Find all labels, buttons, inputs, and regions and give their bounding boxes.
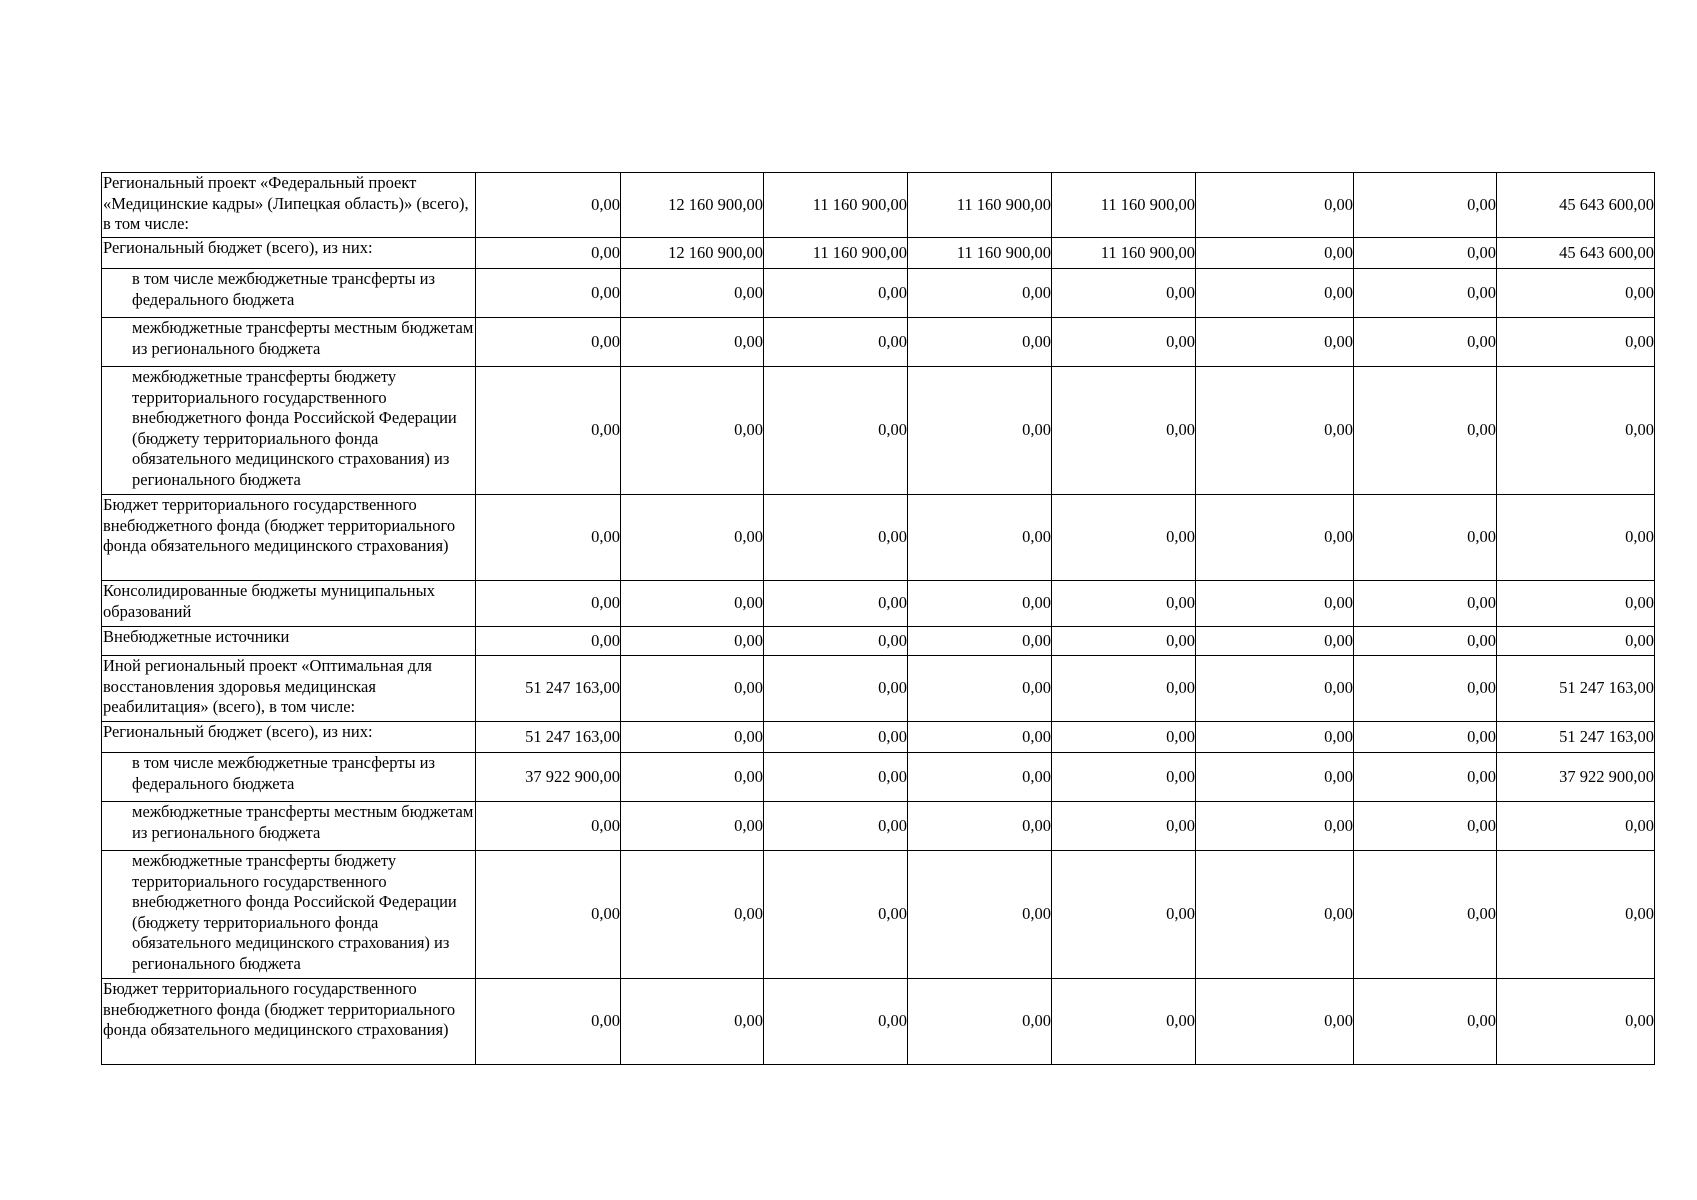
- row-label: Региональный бюджет (всего), из них:: [102, 722, 476, 753]
- value-cell: 0,00: [1052, 722, 1196, 753]
- value-cell: 0,00: [1052, 269, 1196, 318]
- value-cell: 0,00: [476, 495, 621, 581]
- value-cell: 0,00: [908, 979, 1052, 1065]
- value-cell: 0,00: [1052, 753, 1196, 802]
- value-cell: 0,00: [1354, 722, 1497, 753]
- value-cell: 0,00: [1196, 367, 1354, 495]
- row-label: Региональный бюджет (всего), из них:: [102, 238, 476, 269]
- value-cell: 0,00: [908, 753, 1052, 802]
- value-cell: 0,00: [1052, 656, 1196, 722]
- row-label: Внебюджетные источники: [102, 627, 476, 656]
- value-cell: 0,00: [908, 495, 1052, 581]
- value-cell: 0,00: [1497, 581, 1655, 627]
- row-label: межбюджетные трансферты местным бюджетам из регионального бюджета: [102, 318, 476, 367]
- value-cell: 0,00: [1497, 318, 1655, 367]
- value-cell: 0,00: [1354, 495, 1497, 581]
- value-cell: 0,00: [908, 851, 1052, 979]
- value-cell: 0,00: [1497, 851, 1655, 979]
- value-cell: 0,00: [764, 318, 908, 367]
- value-cell: 37 922 900,00: [476, 753, 621, 802]
- value-cell: 45 643 600,00: [1497, 238, 1655, 269]
- table-row: [102, 656, 1655, 722]
- value-cell: 0,00: [1196, 627, 1354, 656]
- value-cell: 0,00: [1497, 627, 1655, 656]
- value-cell: 11 160 900,00: [764, 238, 908, 269]
- value-cell: 0,00: [621, 581, 764, 627]
- value-cell: 11 160 900,00: [764, 173, 908, 238]
- value-cell: 0,00: [1196, 581, 1354, 627]
- value-cell: 0,00: [1196, 802, 1354, 851]
- value-cell: 0,00: [1196, 722, 1354, 753]
- value-cell: 0,00: [908, 269, 1052, 318]
- row-label: межбюджетные трансферты бюджету территориального государственного внебюджетного фонда Российской Федерации (бюджету территориального фонда обязательного медицинского страхования) из регионального бюджета: [102, 367, 476, 495]
- value-cell: 0,00: [1196, 851, 1354, 979]
- value-cell: 0,00: [908, 722, 1052, 753]
- value-cell: 0,00: [908, 581, 1052, 627]
- value-cell: 11 160 900,00: [908, 173, 1052, 238]
- value-cell: 11 160 900,00: [1052, 173, 1196, 238]
- row-label: Региональный проект «Федеральный проект «Медицинские кадры» (Липецкая область)» (всего), в том числе:: [102, 173, 476, 238]
- value-cell: 0,00: [1052, 627, 1196, 656]
- value-cell: 0,00: [1052, 495, 1196, 581]
- value-cell: 51 247 163,00: [1497, 722, 1655, 753]
- table-row: [102, 495, 1655, 581]
- row-label: Консолидированные бюджеты муниципальных образований: [102, 581, 476, 627]
- value-cell: 0,00: [476, 627, 621, 656]
- value-cell: 37 922 900,00: [1497, 753, 1655, 802]
- value-cell: 0,00: [1196, 979, 1354, 1065]
- value-cell: 0,00: [1354, 802, 1497, 851]
- value-cell: 0,00: [1497, 367, 1655, 495]
- row-label: Бюджет территориального государственного внебюджетного фонда (бюджет территориального фонда обязательного медицинского страхования): [102, 495, 476, 581]
- table-row: [102, 318, 1655, 367]
- row-label: в том числе межбюджетные трансферты из федерального бюджета: [102, 269, 476, 318]
- value-cell: 0,00: [1354, 581, 1497, 627]
- value-cell: 0,00: [1052, 581, 1196, 627]
- table-row: [102, 722, 1655, 753]
- value-cell: 0,00: [908, 656, 1052, 722]
- value-cell: 51 247 163,00: [476, 656, 621, 722]
- value-cell: 0,00: [621, 802, 764, 851]
- value-cell: 0,00: [621, 753, 764, 802]
- value-cell: 0,00: [621, 269, 764, 318]
- table-row: [102, 627, 1655, 656]
- table-row: [102, 367, 1655, 495]
- value-cell: 0,00: [1052, 318, 1196, 367]
- value-cell: 0,00: [476, 581, 621, 627]
- value-cell: 45 643 600,00: [1497, 173, 1655, 238]
- value-cell: 0,00: [1354, 269, 1497, 318]
- value-cell: 0,00: [1497, 495, 1655, 581]
- table-row: [102, 269, 1655, 318]
- value-cell: 0,00: [1052, 802, 1196, 851]
- value-cell: 0,00: [1196, 269, 1354, 318]
- value-cell: 0,00: [764, 269, 908, 318]
- value-cell: 0,00: [764, 802, 908, 851]
- value-cell: 0,00: [1052, 367, 1196, 495]
- value-cell: 0,00: [764, 627, 908, 656]
- value-cell: 0,00: [621, 495, 764, 581]
- value-cell: 0,00: [1354, 318, 1497, 367]
- value-cell: 0,00: [476, 851, 621, 979]
- value-cell: 0,00: [764, 656, 908, 722]
- value-cell: 0,00: [908, 318, 1052, 367]
- value-cell: 0,00: [476, 802, 621, 851]
- value-cell: 0,00: [1354, 979, 1497, 1065]
- value-cell: 0,00: [908, 627, 1052, 656]
- table-row: [102, 173, 1655, 238]
- value-cell: 0,00: [764, 722, 908, 753]
- value-cell: 0,00: [764, 367, 908, 495]
- value-cell: 12 160 900,00: [621, 173, 764, 238]
- value-cell: 0,00: [1196, 495, 1354, 581]
- value-cell: 0,00: [1497, 802, 1655, 851]
- table-row: [102, 753, 1655, 802]
- value-cell: 0,00: [1354, 238, 1497, 269]
- value-cell: 51 247 163,00: [476, 722, 621, 753]
- value-cell: 0,00: [764, 851, 908, 979]
- row-label: межбюджетные трансферты бюджету территориального государственного внебюджетного фонда Российской Федерации (бюджету территориального фонда обязательного медицинского страхования) из регионального бюджета: [102, 851, 476, 979]
- value-cell: 0,00: [621, 318, 764, 367]
- value-cell: 0,00: [476, 269, 621, 318]
- value-cell: 0,00: [621, 851, 764, 979]
- value-cell: 0,00: [764, 581, 908, 627]
- value-cell: 0,00: [1196, 318, 1354, 367]
- value-cell: 0,00: [476, 173, 621, 238]
- value-cell: 0,00: [908, 367, 1052, 495]
- value-cell: 0,00: [1354, 656, 1497, 722]
- value-cell: 0,00: [1354, 851, 1497, 979]
- value-cell: 51 247 163,00: [1497, 656, 1655, 722]
- table-row: [102, 581, 1655, 627]
- value-cell: 0,00: [1354, 627, 1497, 656]
- value-cell: 0,00: [1354, 753, 1497, 802]
- value-cell: 0,00: [476, 238, 621, 269]
- value-cell: 0,00: [621, 979, 764, 1065]
- row-label: в том числе межбюджетные трансферты из федерального бюджета: [102, 753, 476, 802]
- table-row: [102, 238, 1655, 269]
- value-cell: 0,00: [1354, 173, 1497, 238]
- value-cell: 12 160 900,00: [621, 238, 764, 269]
- table-row: [102, 802, 1655, 851]
- row-label: Бюджет территориального государственного внебюджетного фонда (бюджет территориального фонда обязательного медицинского страхования): [102, 979, 476, 1065]
- value-cell: 0,00: [1497, 979, 1655, 1065]
- value-cell: 0,00: [764, 979, 908, 1065]
- budget-table: [101, 172, 1655, 1065]
- value-cell: 11 160 900,00: [908, 238, 1052, 269]
- value-cell: 0,00: [476, 318, 621, 367]
- value-cell: 0,00: [1052, 851, 1196, 979]
- value-cell: 0,00: [476, 979, 621, 1065]
- table-row: [102, 851, 1655, 979]
- value-cell: 0,00: [1196, 173, 1354, 238]
- value-cell: 0,00: [1196, 753, 1354, 802]
- value-cell: 0,00: [1196, 238, 1354, 269]
- row-label: Иной региональный проект «Оптимальная для восстановления здоровья медицинская реабилитация» (всего), в том числе:: [102, 656, 476, 722]
- value-cell: 0,00: [621, 627, 764, 656]
- value-cell: 0,00: [476, 367, 621, 495]
- budget-table-body: [102, 173, 1655, 1065]
- value-cell: 0,00: [1354, 367, 1497, 495]
- value-cell: 0,00: [1052, 979, 1196, 1065]
- value-cell: 11 160 900,00: [1052, 238, 1196, 269]
- value-cell: 0,00: [621, 722, 764, 753]
- value-cell: 0,00: [1497, 269, 1655, 318]
- value-cell: 0,00: [908, 802, 1052, 851]
- value-cell: 0,00: [1196, 656, 1354, 722]
- value-cell: 0,00: [764, 495, 908, 581]
- row-label: межбюджетные трансферты местным бюджетам из регионального бюджета: [102, 802, 476, 851]
- value-cell: 0,00: [764, 753, 908, 802]
- table-row: [102, 979, 1655, 1065]
- value-cell: 0,00: [621, 656, 764, 722]
- value-cell: 0,00: [621, 367, 764, 495]
